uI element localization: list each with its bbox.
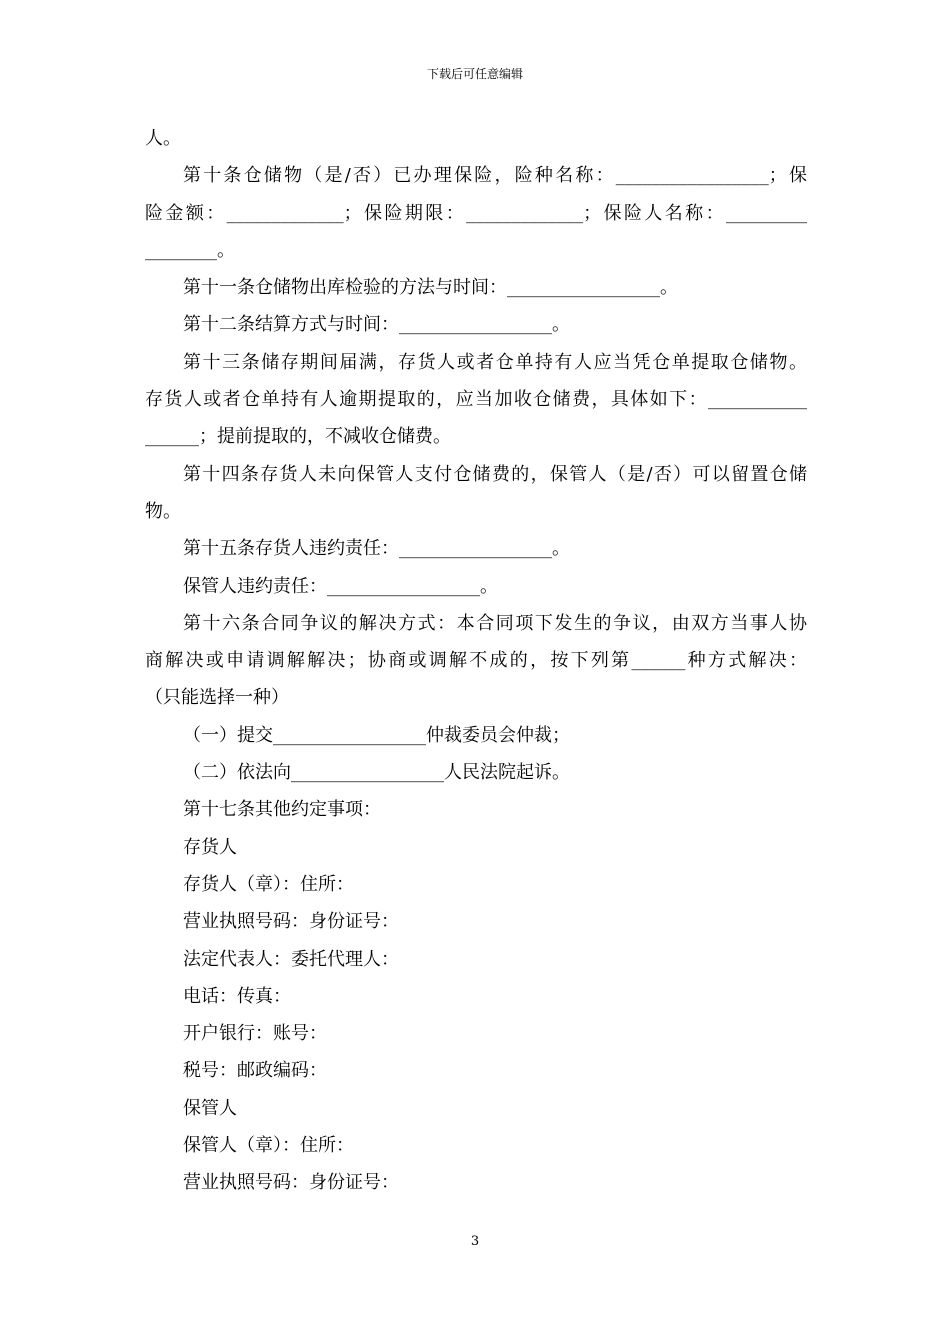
paragraph-line: ______；提前提取的，不减收仓储费。 (145, 426, 451, 448)
paragraph-line: 第十四条存货人未向保管人支付仓储费的，保管人（是/否）可以留置仓储 (183, 463, 807, 485)
paragraph-line: 第十一条仓储物出库检验的方法与时间：_________________。 (183, 277, 678, 299)
paragraph-line: 税号：邮政编码： (183, 1060, 327, 1082)
paragraph-line: 物。 (145, 500, 181, 522)
paragraph-line: 第十二条结算方式与时间：_________________。 (183, 314, 570, 336)
paragraph-line: 险金额：_____________；保险期限：_____________；保险人名称：_________ (145, 202, 807, 224)
document-body (145, 120, 807, 1202)
paragraph-line: （二）依法向_________________人民法院起诉。 (183, 762, 570, 784)
page-number: 3 (470, 1234, 480, 1249)
paragraph-line: 人。 (145, 128, 181, 149)
paragraph-line: （一）提交_________________仲裁委员会仲裁； (183, 724, 570, 746)
page-header: 下载后可任意编辑 (426, 67, 523, 81)
paragraph-line: 第十三条储存期间届满，存货人或者仓单持有人应当凭仓单提取仓储物。 (183, 351, 807, 373)
paragraph-line: 电话：传真： (183, 985, 291, 1007)
paragraph-line: ________。 (145, 239, 235, 261)
paragraph-line: 开户银行：账号： (183, 1023, 327, 1045)
paragraph-line: 存货人（章）：住所： (183, 873, 354, 895)
paragraph-line: 保管人违约责任：_________________。 (183, 575, 498, 597)
paragraph-line: （只能选择一种） (145, 687, 289, 709)
paragraph-line: 保管人 (183, 1097, 237, 1119)
paragraph-line: 商解决或申请调解解决；协商或调解不成的，按下列第______种方式解决： (145, 650, 807, 672)
paragraph-line: 第十七条其他约定事项： (183, 799, 381, 821)
paragraph-line: 存货人 (183, 836, 237, 858)
paragraph-line: 营业执照号码：身份证号： (183, 1172, 399, 1194)
paragraph-line: 第十五条存货人违约责任：_________________。 (183, 538, 570, 560)
paragraph-line: 营业执照号码：身份证号： (183, 911, 399, 933)
paragraph-line: 存货人或者仓单持有人逾期提取的，应当加收仓储费，具体如下：___________ (145, 389, 807, 411)
paragraph-line: 第十六条合同争议的解决方式：本合同项下发生的争议，由双方当事人协 (183, 612, 807, 634)
paragraph-line: 第十条仓储物（是/否）已办理保险，险种名称：_________________；保 (183, 165, 807, 187)
paragraph-line: 法定代表人：委托代理人： (183, 948, 399, 970)
paragraph-line: 保管人（章）：住所： (183, 1135, 354, 1157)
